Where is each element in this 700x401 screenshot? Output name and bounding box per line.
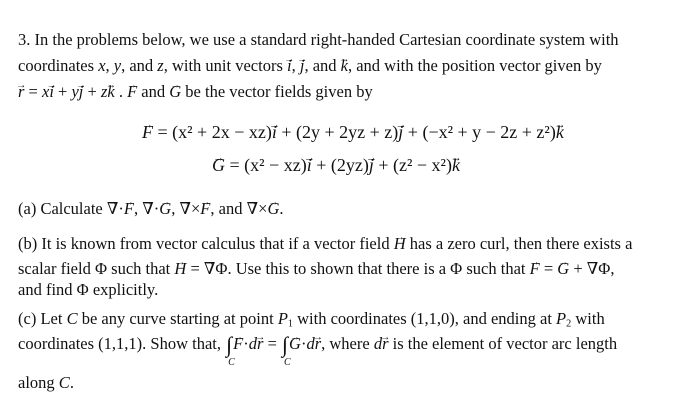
problem-intro-line-1: 3. In the problems below, we use a standard right-handed Cartesian coordinate system with <box>18 30 619 49</box>
part-b-line-3: and find Φ explicitly. <box>18 280 159 299</box>
part-c-line-3: along C. <box>18 373 74 392</box>
problem-intro-line-2: coordinates x, y, and z, with unit vectors → i, → j, and → k, and with the position vector given by <box>18 56 602 76</box>
part-c-line-1: (c) Let C be any curve starting at point $P_1$ with coordinates (1,1,0), and ending at $P_2$ with <box>18 309 605 330</box>
part-a: (a) Calculate → ∇·→ F, → ∇·→ G, → ∇×→ F, and → ∇×→ G. <box>18 199 283 219</box>
part-b-line-2: scalar field Φ such that → H = → ∇Φ. Use this to shown that there is a Φ such that → F = → G + ∇Φ, <box>18 259 614 279</box>
problem-intro-line-3: → r = x→ i + y→ j + z→ k . → F and → G be the vector fields given by <box>18 82 373 102</box>
part-b-line-1: (b) It is known from vector calculus that if a vector field → H has a zero curl, then there exists a <box>18 234 632 254</box>
equation-g: → G = (x² − xz)→ i + (2yz)→ j + (z² − x²)→ k <box>212 153 460 177</box>
equation-f: → F = (x² + 2x − xz)→ i + (2y + 2yz + z)→ j + (−x² + y − 2z + z²)→ k <box>142 120 564 144</box>
part-c-line-2: coordinates (1,1,1). Show that, ∫ C → F·d→ r = ∫ C → G·d→ r, where d→ r is the element of vector arc length <box>18 334 617 354</box>
